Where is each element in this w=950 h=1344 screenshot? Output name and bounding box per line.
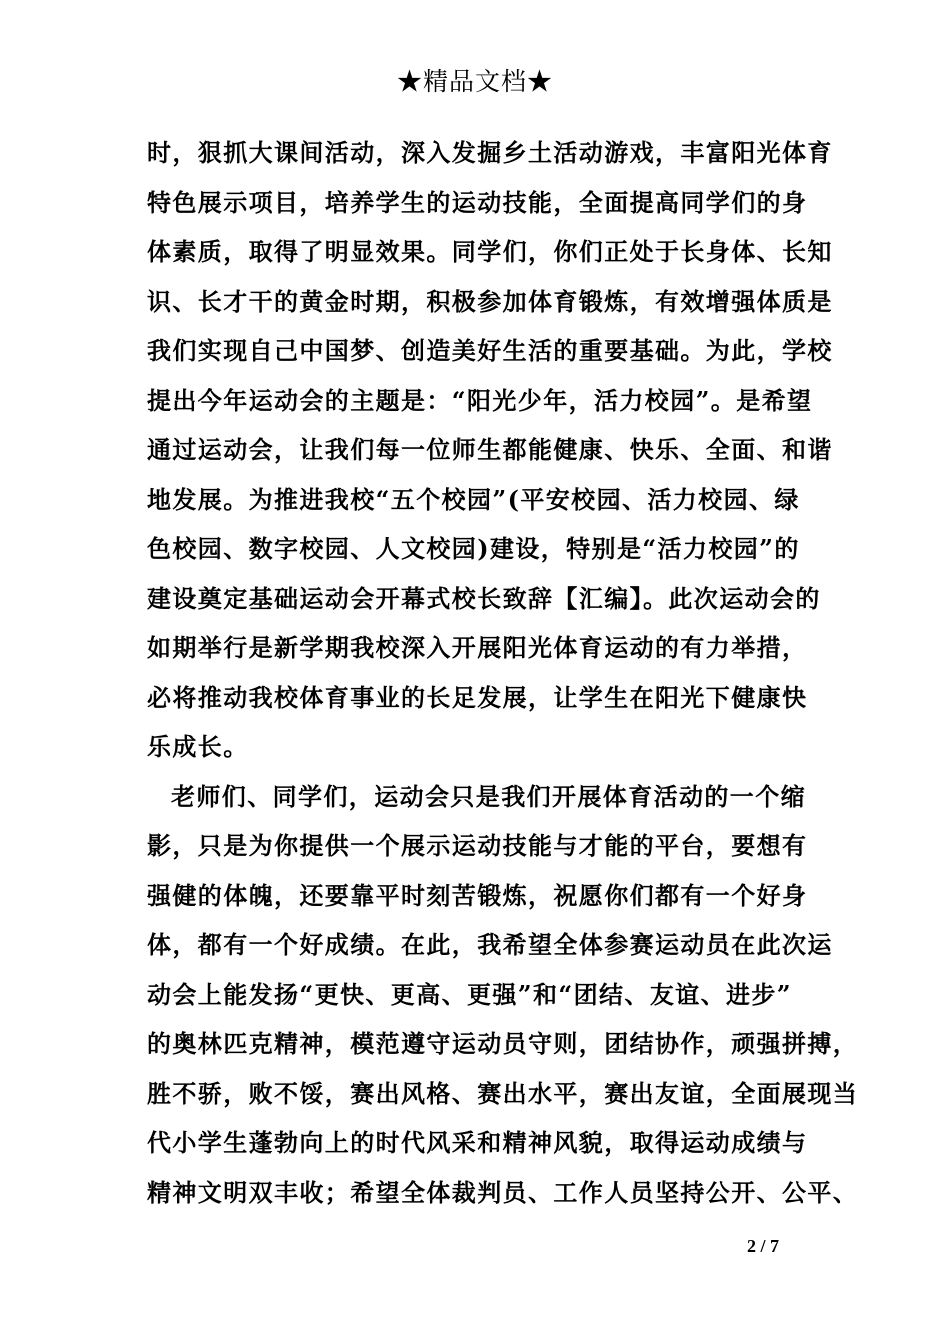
page-number: 2 / 7 xyxy=(747,1236,780,1256)
text-line: 建设奠定基础运动会开幕式校长致辞【汇编】。此次运动会的 xyxy=(147,583,821,613)
text-line: 影，只是为你提供一个展示运动技能与才能的平台，要想有 xyxy=(147,831,808,860)
text-line: 的奥林匹克精神，模范遵守运动员守则，团结协作，顽强拼搏， xyxy=(147,1029,859,1058)
text-line: 我们实现自己中国梦、创造美好生活的重要基础。为此，学校 xyxy=(147,336,833,365)
text-line: 体素质，取得了明显效果。同学们，你们正处于长身体、长知 xyxy=(147,237,833,266)
text-line: 必将推动我校体育事业的长足发展，让学生在阳光下健康快 xyxy=(147,682,808,712)
document-header-title: ★精品文档★ xyxy=(396,67,553,96)
document-body xyxy=(147,128,859,1217)
paragraph-2 xyxy=(147,772,859,1218)
text-line: 乐成长。 xyxy=(147,732,249,761)
text-line: 体，都有一个好成绩。在此，我希望全体参赛运动员在此次运 xyxy=(147,930,833,959)
text-line: 代小学生蓬勃向上的时代风采和精神风貌，取得运动成绩与 xyxy=(147,1128,808,1157)
text-line: 老师们、同学们，运动会只是我们开展体育活动的一个缩 xyxy=(171,781,806,811)
paragraph-1 xyxy=(147,128,833,772)
text-line: 精神文明双丰收；希望全体裁判员、工作人员坚持公开、公平、 xyxy=(147,1177,859,1207)
text-line: 动会上能发扬“更快、更高、更强”和“团结、友谊、进步” xyxy=(147,979,793,1009)
text-line: 识、长才干的黄金时期，积极参加体育锻炼，有效增强体质是 xyxy=(147,286,833,316)
text-line: 胜不骄，败不馁，赛出风格、赛出水平，赛出友谊，全面展现当 xyxy=(147,1078,859,1108)
text-line: 特色展示项目，培养学生的运动技能，全面提高同学们的身 xyxy=(147,187,808,217)
text-line: 通过运动会，让我们每一位师生都能健康、快乐、全面、和谐 xyxy=(147,435,833,464)
text-line: 地发展。为推进我校“五个校园”(平安校园、活力校园、绿 xyxy=(147,484,800,514)
text-line: 时，狠抓大课间活动，深入发掘乡土活动游戏，丰富阳光体育 xyxy=(147,138,833,167)
text-line: 如期举行是新学期我校深入开展阳光体育运动的有力举措， xyxy=(147,633,808,662)
text-line: 提出今年运动会的主题是：“阳光少年，活力校园”。是希望 xyxy=(147,385,813,415)
text-line: 色校园、数字校园、人文校园)建设，特别是“活力校园”的 xyxy=(147,534,800,563)
text-line: 强健的体魄，还要靠平时刻苦锻炼，祝愿你们都有一个好身 xyxy=(147,880,808,910)
